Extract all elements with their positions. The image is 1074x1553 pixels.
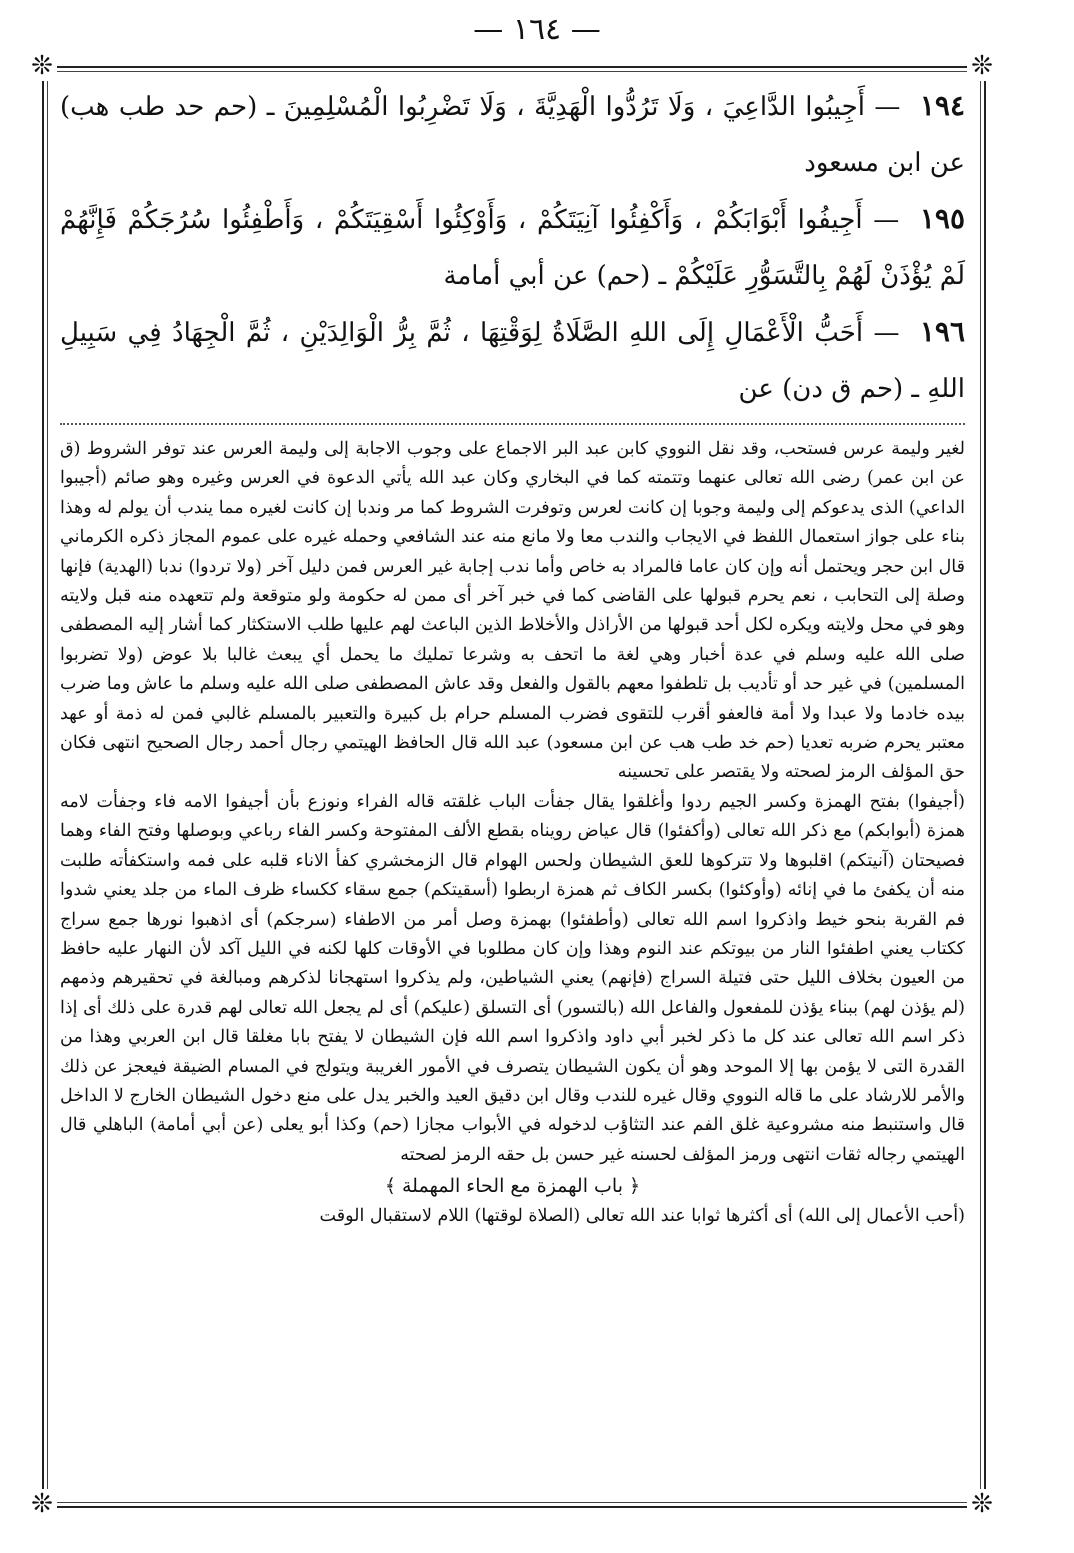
corner-ornament-icon: ❊ (27, 1489, 57, 1519)
hadith-196 (60, 304, 965, 417)
commentary-paragraph: لغير وليمة عرس فستحب، وقد نقل النووي كابن عبد البر الاجماع على وجوب الاجابة إلى وليمة العرس عند توفر الشروط (ق عن ابن عمر) رضى الله تعالى عنهما وتتمته كما في البخاري وكان عبد الله يأتي الدعوة في العرس وغيره وهو صائم (أجيبوا الداعي) الذى يدعوكم إلى وليمة وجوبا إن كانت لعرس وتوفرت الشروط كما مر وندبا إن كانت لغيره مما يندب أن يولم له وهذا بناء على جواز استعمال اللفظ في الايجاب والندب معا ولا مانع منه عند الشافعي وحمله غيره على عموم المجاز ذكره الكرماني قال ابن حجر ويحتمل أنه وإن كان عاما فالمراد به خاص وأما ندب إجابة غير العرس فمن دليل آخر (ولا تردوا) ندبا (الهدية) فإنها وصلة إلى التحابب ، نعم يحرم قبولها على القاضى كما في خبر آخر أى ممن له حكومة ولو متوقعة ولم تتعهده منه قبل ولايته وهو في محل ولايته ويكره لكل أحد قبولها من الأراذل والأخلاط الذين الباعث لهم عليها طلب الاستكثار كما أشار إليه المصطفى صلى الله عليه وسلم في عدة أخبار وهي لغة ما اتحف به وشرعا تمليك ما يحمل أي يبعث غالبا بلا عوض (ولا تضربوا المسلمين) في غير حد أو تأديب بل تلطفوا معهم بالقول والفعل وقد عاش المصطفى صلى الله عليه وسلم ما عاش وما ضرب بيده خادما ولا عبدا ولا أمة فالعفو أقرب للتقوى فضرب المسلم حرام بل كبيرة والتعبير بالمسلم غالبي فمن له ذمة أو عهد معتبر يحرم ضربه تعديا (حم خد طب هب عن ابن مسعود) عبد الله قال الحافظ الهيتمي رجال أحمد رجال الصحيح انتهى فكان حق المؤلف الرمز لصحته ولا يقتصر على تحسينه (60, 439, 965, 783)
hadith-number: ١٩٥ (919, 202, 965, 235)
corner-ornament-icon: ❊ (967, 1489, 997, 1519)
hadith-text: — أَحَبُّ الْأَعْمَالِ إِلَى اللهِ الصَّلَاةُ لِوَقْتِهَا ، ثُمَّ بِرُّ الْوَالِدَيْنِ ، ثُمَّ الْجِهَادُ فِي سَبِيلِ اللهِ ـ (حم ق دن) عن (60, 318, 965, 404)
hadith-194 (60, 78, 965, 191)
chapter-title: ﴿ باب الهمزة مع الحاء المهملة ﴾ (384, 1175, 641, 1198)
corner-ornament-icon: ❊ (27, 51, 57, 81)
dotted-separator (60, 423, 965, 425)
hadith-number: ١٩٤ (919, 89, 966, 122)
hadith-195 (60, 191, 965, 304)
corner-ornament-icon: ❊ (967, 51, 997, 81)
commentary-paragraph: (أجيفوا) بفتح الهمزة وكسر الجيم ردوا وأغلقوا يقال جفأت الباب غلقته قاله الفراء ونوزع بأن أجيفوا الامه فاء وجفأت لامه همزة (أبوابكم) مع ذكر الله تعالى (وأكفئوا) قال عياض رويناه بقطع الألف المفتوحة وكسر الفاء رباعي وبوصلها وفتح الفاء وهما فصيحتان (آنيتكم) اقلبوها ولا تتركوها للعق الشيطان ولحس الهوام قال الزمخشري كفأ الاناء قلبه على فمه واستكفأته طلبت منه أن يكفئ ما في إنائه (وأوكئوا) بكسر الكاف ثم همزة اربطوا (أسقيتكم) جمع سقاء ككساء ظرف الماء من جلد يعني شدوا فم القربة بنحو خيط واذكروا اسم الله تعالى (وأطفئوا) بهمزة وصل أمر من الاطفاء (سرجكم) أى اذهبوا نورها جمع سراج ككتاب يعني اطفئوا النار من بيوتكم عند النوم وهذا وإن كان مطلوبا في الأوقات كلها لكنه في الليل آكد لأن النهار عليه حافظ من العيون بخلاف الليل حتى فتيلة السراج (فإنهم) يعني الشياطين، ولم يذكروا استهجانا لذكرهم ومبالغة في تحقيرهم وذمهم (لم يؤذن لهم) ببناء يؤذن للمفعول والفاعل الله (بالتسور) أى التسلق (عليكم) أى لم يجعل الله تعالى لهم قدرة على ذلك أى إذا ذكر اسم الله تعالى عند كل ما ذكر لخبر أبي داود واذكروا اسم الله فإن الشيطان لا يفتح بابا مغلقا قال ابن العربي وهذا من القدرة التى لا يؤمن بها إلا الموحد وهو أن يكون الشيطان يتصرف في الأمور الغريبة ويتولج في المسام الضيقة فيعجز عن ذلك والأمر للارشاد على ما قاله النووي وقال غيره للندب وقال ابن دقيق العيد والخبر يدل على منع دخول الشيطان الخارج لا الداخل قال واستنبط منه مشروعية غلق الفم عند التثاؤب لدخوله في الأبواب مجازا (حم) وكذا أبو يعلى (عن أبي أمامة) الباهلي قال الهيتمي رجاله ثقات انتهى ورمز المؤلف لحسنه غير حسن بل حقه الرمز لصحته (60, 791, 965, 1165)
page-number: — ١٦٤ — (473, 12, 601, 47)
hadith-number: ١٩٦ (919, 315, 965, 348)
hadith-text: — أَجِيبُوا الدَّاعِيَ ، وَلَا تَرُدُّوا الْهَدِيَّةَ ، وَلَا تَضْرِبُوا الْمُسْلِمِينَ ـ (حم حد طب هب) عن ابن مسعود (60, 92, 965, 178)
commentary-paragraph: (أحب الأعمال إلى الله) أى أكثرها ثوابا عند الله تعالى (الصلاة لوقتها) اللام لاستقبال الوقت (319, 1206, 965, 1227)
hadith-text: — أَجِيفُوا أَبْوَابَكُمْ ، وَأَكْفِئُوا آنِيَتَكُمْ ، وَأَوْكِئُوا أَسْقِيَتَكُمْ ، وَأَطْفِئُوا سُرُجَكُمْ فَإِنَّهُمْ لَمْ يُؤْذَنْ لَهُمْ بِالتَّسَوُّرِ عَلَيْكُمْ ـ (حم) عن أبي أمامة (60, 205, 965, 291)
page-content (60, 78, 965, 1232)
